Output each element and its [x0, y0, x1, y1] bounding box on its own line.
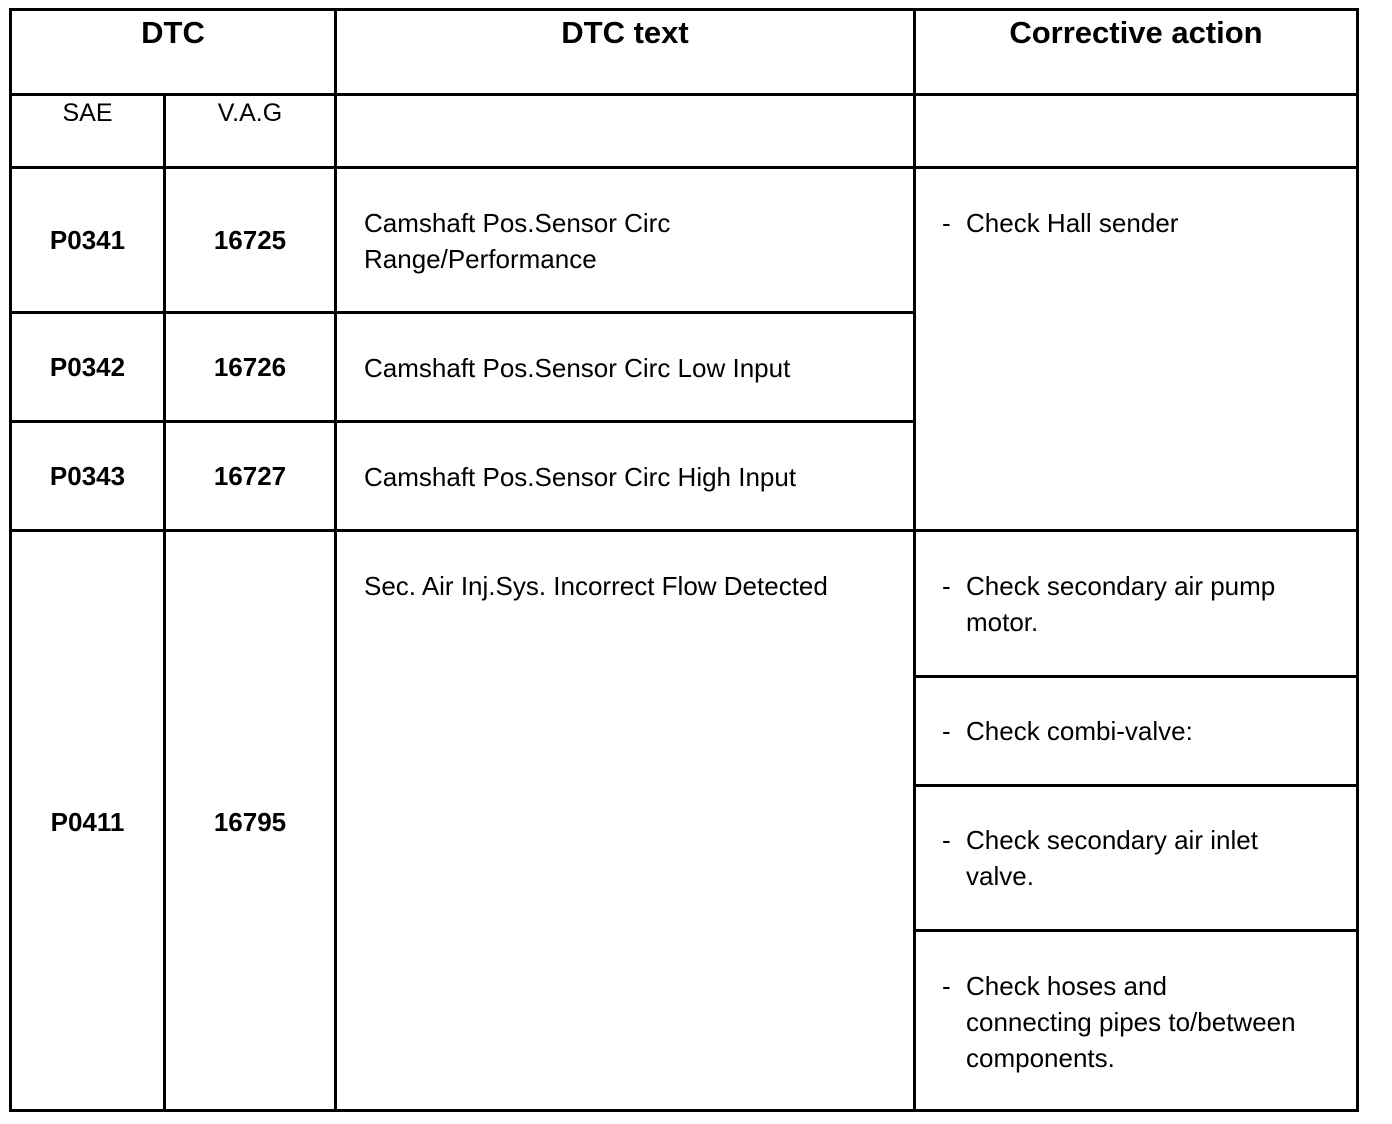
- sae-code: P0342: [49, 352, 126, 382]
- header-sae: SAE: [62, 99, 113, 127]
- column-divider: [913, 11, 916, 1109]
- header-corrective-action: Corrective action: [1009, 15, 1263, 50]
- dtc-text: Sec. Air Inj.Sys. Incorrect Flow Detected: [364, 571, 828, 601]
- row-divider: [12, 420, 916, 423]
- action-line: motor.: [966, 607, 1039, 637]
- corrective-action-item: [942, 822, 1366, 894]
- action-line: Check secondary air pump: [966, 571, 1276, 601]
- action-line: components.: [966, 1043, 1115, 1073]
- row-divider: [12, 311, 916, 314]
- column-divider: [334, 11, 337, 1109]
- vag-code: 16725: [213, 225, 287, 255]
- header-dtc: DTC: [141, 15, 205, 50]
- header-vag: V.A.G: [217, 99, 283, 127]
- corrective-action-item: [942, 713, 1366, 749]
- sae-code: P0411: [50, 807, 125, 837]
- action-line: Check combi-valve:: [966, 716, 1193, 746]
- bullet-dash: -: [942, 208, 951, 238]
- vag-code: 16726: [213, 352, 287, 382]
- corrective-action-item: [942, 568, 1366, 640]
- row-divider: [916, 675, 1356, 678]
- row-divider: [12, 529, 1356, 532]
- sae-code: P0343: [49, 461, 126, 491]
- action-line: valve.: [966, 861, 1034, 891]
- vag-code: 16795: [213, 807, 287, 837]
- action-line: Check hoses and: [966, 971, 1167, 1001]
- action-line: Check secondary air inlet: [966, 825, 1258, 855]
- corrective-action-item: [942, 205, 1366, 241]
- bullet-dash: -: [942, 716, 951, 746]
- dtc-text: Camshaft Pos.Sensor Circ Low Input: [364, 353, 791, 383]
- bullet-dash: -: [942, 825, 951, 855]
- bullet-dash: -: [942, 571, 951, 601]
- dtc-text: Camshaft Pos.Sensor Circ High Input: [364, 462, 797, 492]
- sae-code: P0341: [49, 225, 126, 255]
- dtc-text: Range/Performance: [364, 244, 597, 274]
- row-divider: [916, 784, 1356, 787]
- row-divider: [916, 929, 1356, 932]
- row-divider: [12, 166, 1356, 169]
- dtc-text: Camshaft Pos.Sensor Circ: [364, 208, 671, 238]
- bullet-dash: -: [942, 971, 951, 1001]
- action-line: connecting pipes to/between: [966, 1007, 1296, 1037]
- vag-code: 16727: [213, 461, 287, 491]
- header-dtc-text: DTC text: [561, 15, 689, 50]
- dtc-table: [9, 8, 1359, 1112]
- action-line: Check Hall sender: [966, 208, 1179, 238]
- corrective-action-item: [942, 968, 1366, 1076]
